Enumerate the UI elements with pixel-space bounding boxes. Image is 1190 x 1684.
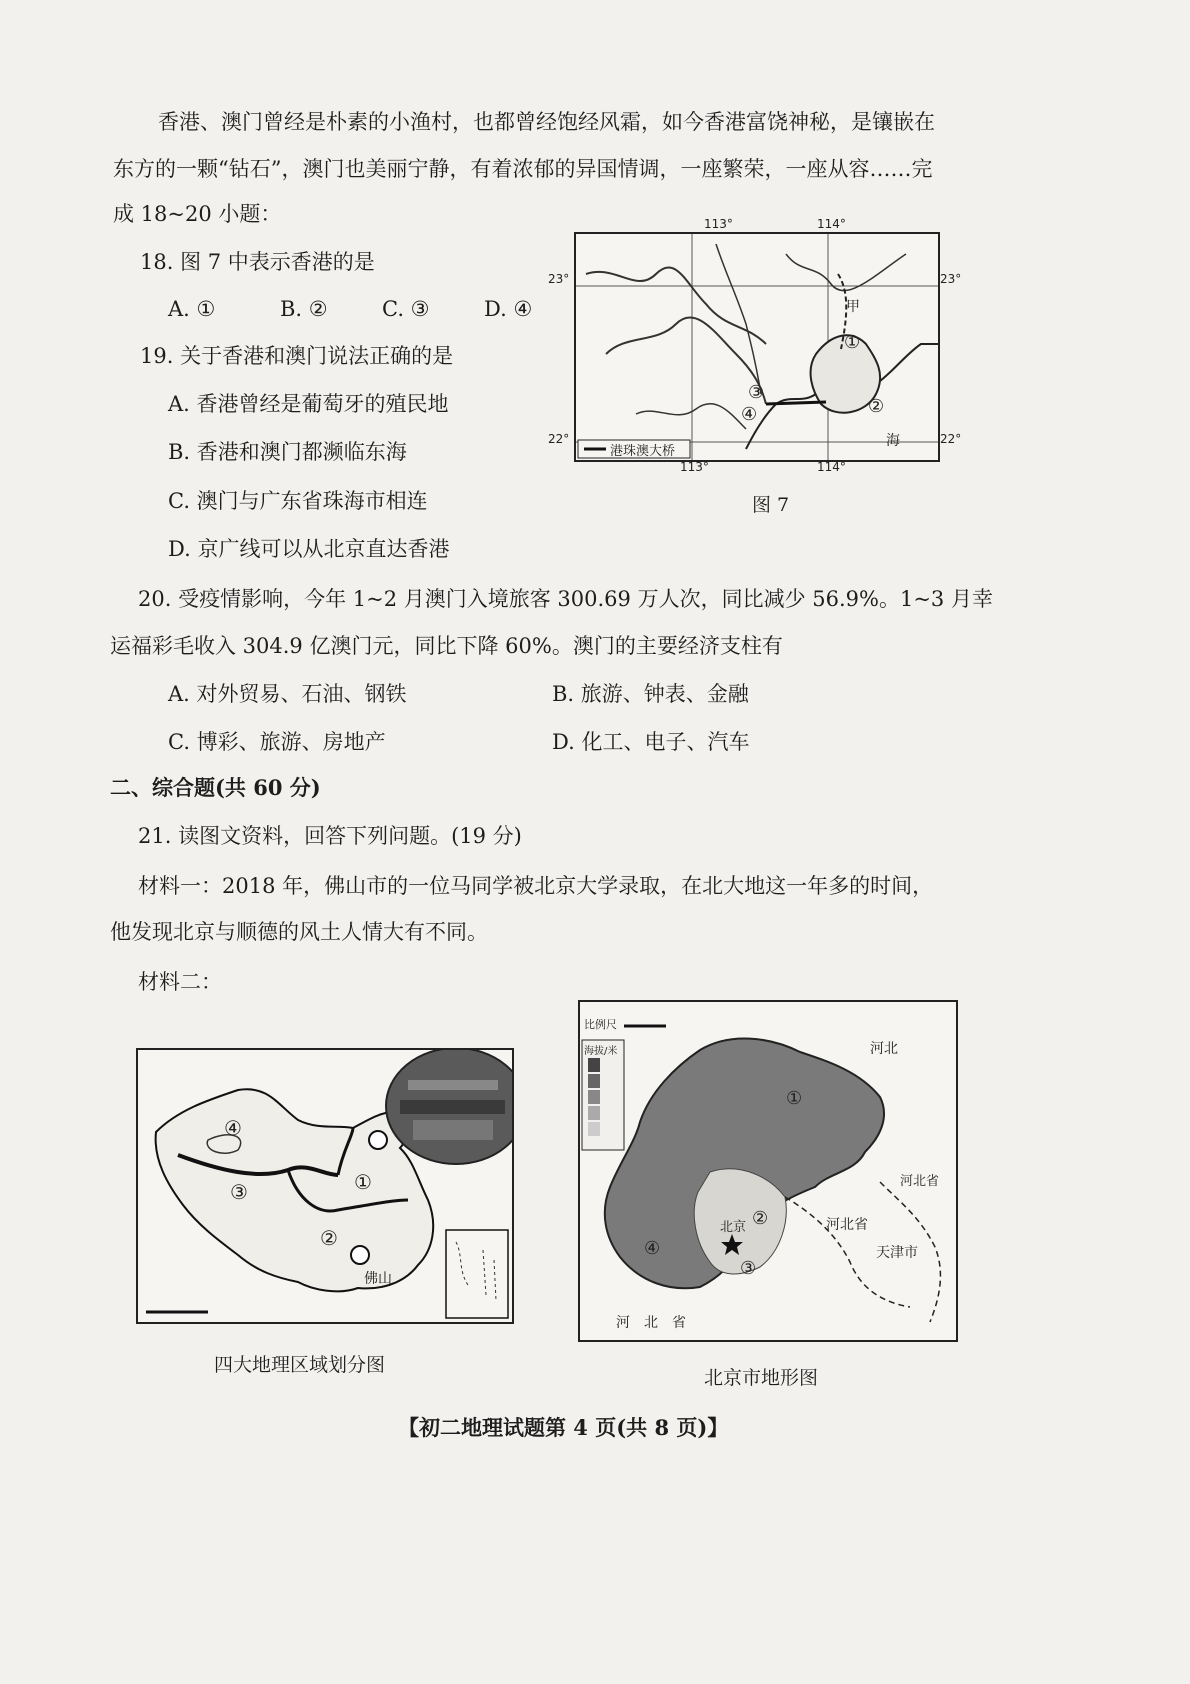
beijing-scale-label: 比例尺 [584,1018,617,1031]
beijing-label-hebei-far: 河北省 [900,1174,940,1189]
q21-material-1-line-1: 材料一：2018 年，佛山市的一位马同学被北京大学录取，在北大地这一年多的时间， [138,874,934,898]
beijing-terrain-caption: 北京市地形图 [704,1367,819,1389]
beijing-mark-3: ③ [740,1258,757,1279]
fig7-lat-top-right: 23° [940,272,962,286]
q18-option-a[interactable]: A. ① [168,297,216,321]
intro-line-2: 东方的一颗“钻石”，澳门也美丽宁静，有着浓郁的异国情调，一座繁荣，一座从容……完 [113,157,933,181]
four-regions-map [136,1048,514,1324]
beijing-label-hebei-top: 河北 [870,1041,898,1057]
regions-mark-3: ③ [230,1180,248,1204]
q18-option-b[interactable]: B. ② [280,297,328,321]
beijing-label-hebei-right: 河北省 [826,1217,868,1233]
section-2-heading: 二、综合题(共 60 分) [110,775,321,800]
q20-line-1: 20. 受疫情影响，今年 1~2 月澳门入境旅客 300.69 万人次，同比减少 56.9%。1~3 月幸 [138,587,993,611]
q18-option-c[interactable]: C. ③ [382,297,430,321]
fig7-lat-bottom-left: 22° [548,432,570,446]
q21-stem: 21. 读图文资料，回答下列问题。(19 分) [138,824,522,848]
fig7-lat-top-left: 23° [548,272,570,286]
fig7-label-jia: 甲 [846,299,860,315]
regions-city-foshan: 佛山 [364,1271,392,1287]
q19-option-a[interactable]: A. 香港曾经是葡萄牙的殖民地 [168,392,449,416]
q18-stem: 18. 图 7 中表示香港的是 [140,250,375,274]
fig7-bridge-legend: 港珠澳大桥 [610,444,676,459]
q20-option-a[interactable]: A. 对外贸易、石油、钢铁 [168,682,407,706]
fig7-lat-bottom-right: 22° [940,432,962,446]
regions-mark-4: ④ [224,1116,242,1140]
regions-mark-2: ② [320,1226,338,1250]
beijing-label-tianjin: 天津市 [876,1245,918,1261]
beijing-city-label: 北京 [720,1220,747,1235]
figure-7-svg [576,234,938,460]
q20-option-c[interactable]: C. 博彩、旅游、房地产 [168,730,386,754]
q21-material-1-line-2: 他发现北京与顺德的风土人情大有不同。 [110,920,488,944]
fig7-mark-2: ② [868,396,885,417]
beijing-mark-4: ④ [644,1238,661,1259]
figure-7-caption: 图 7 [752,494,790,516]
page-footer: 【初二地理试题第 4 页(共 8 页)】 [398,1415,729,1440]
beijing-label-bottom: 河 北 省 [616,1315,686,1331]
fig7-lon-right-top: 114° [817,217,846,231]
q21-material-2-label: 材料二： [138,970,222,994]
fig7-lon-right-bottom: 114° [817,460,846,474]
beijing-terrain-map [578,1000,958,1342]
beijing-mark-1: ① [786,1088,803,1109]
fig7-mark-3: ③ [748,382,765,403]
fig7-lon-left-bottom: 113° [680,460,709,474]
q19-option-b[interactable]: B. 香港和澳门都濒临东海 [168,440,407,464]
q19-stem: 19. 关于香港和澳门说法正确的是 [140,344,454,368]
q19-option-d[interactable]: D. 京广线可以从北京直达香港 [168,537,450,561]
q18-option-d[interactable]: D. ④ [484,297,533,321]
beijing-mark-2: ② [752,1208,769,1229]
beijing-legend-title: 海拔/米 [584,1046,618,1057]
four-regions-caption: 四大地理区域划分图 [214,1354,386,1376]
fig7-mark-4: ④ [741,404,758,425]
regions-mark-1: ① [354,1170,372,1194]
fig7-mark-1: ① [844,332,861,353]
fig7-lon-left-top: 113° [704,217,733,231]
q20-option-b[interactable]: B. 旅游、钟表、金融 [552,682,749,706]
four-regions-svg [138,1050,512,1322]
intro-line-1: 香港、澳门曾经是朴素的小渔村，也都曾经饱经风霜，如今香港富饶神秘，是镶嵌在 [158,110,935,134]
intro-line-3: 成 18~20 小题： [113,202,282,226]
fig7-label-sea: 海 [886,433,900,449]
q20-option-d[interactable]: D. 化工、电子、汽车 [552,730,750,754]
figure-7-map [574,232,940,462]
q19-option-c[interactable]: C. 澳门与广东省珠海市相连 [168,489,428,513]
q20-line-2: 运福彩毛收入 304.9 亿澳门元，同比下降 60%。澳门的主要经济支柱有 [110,634,783,658]
